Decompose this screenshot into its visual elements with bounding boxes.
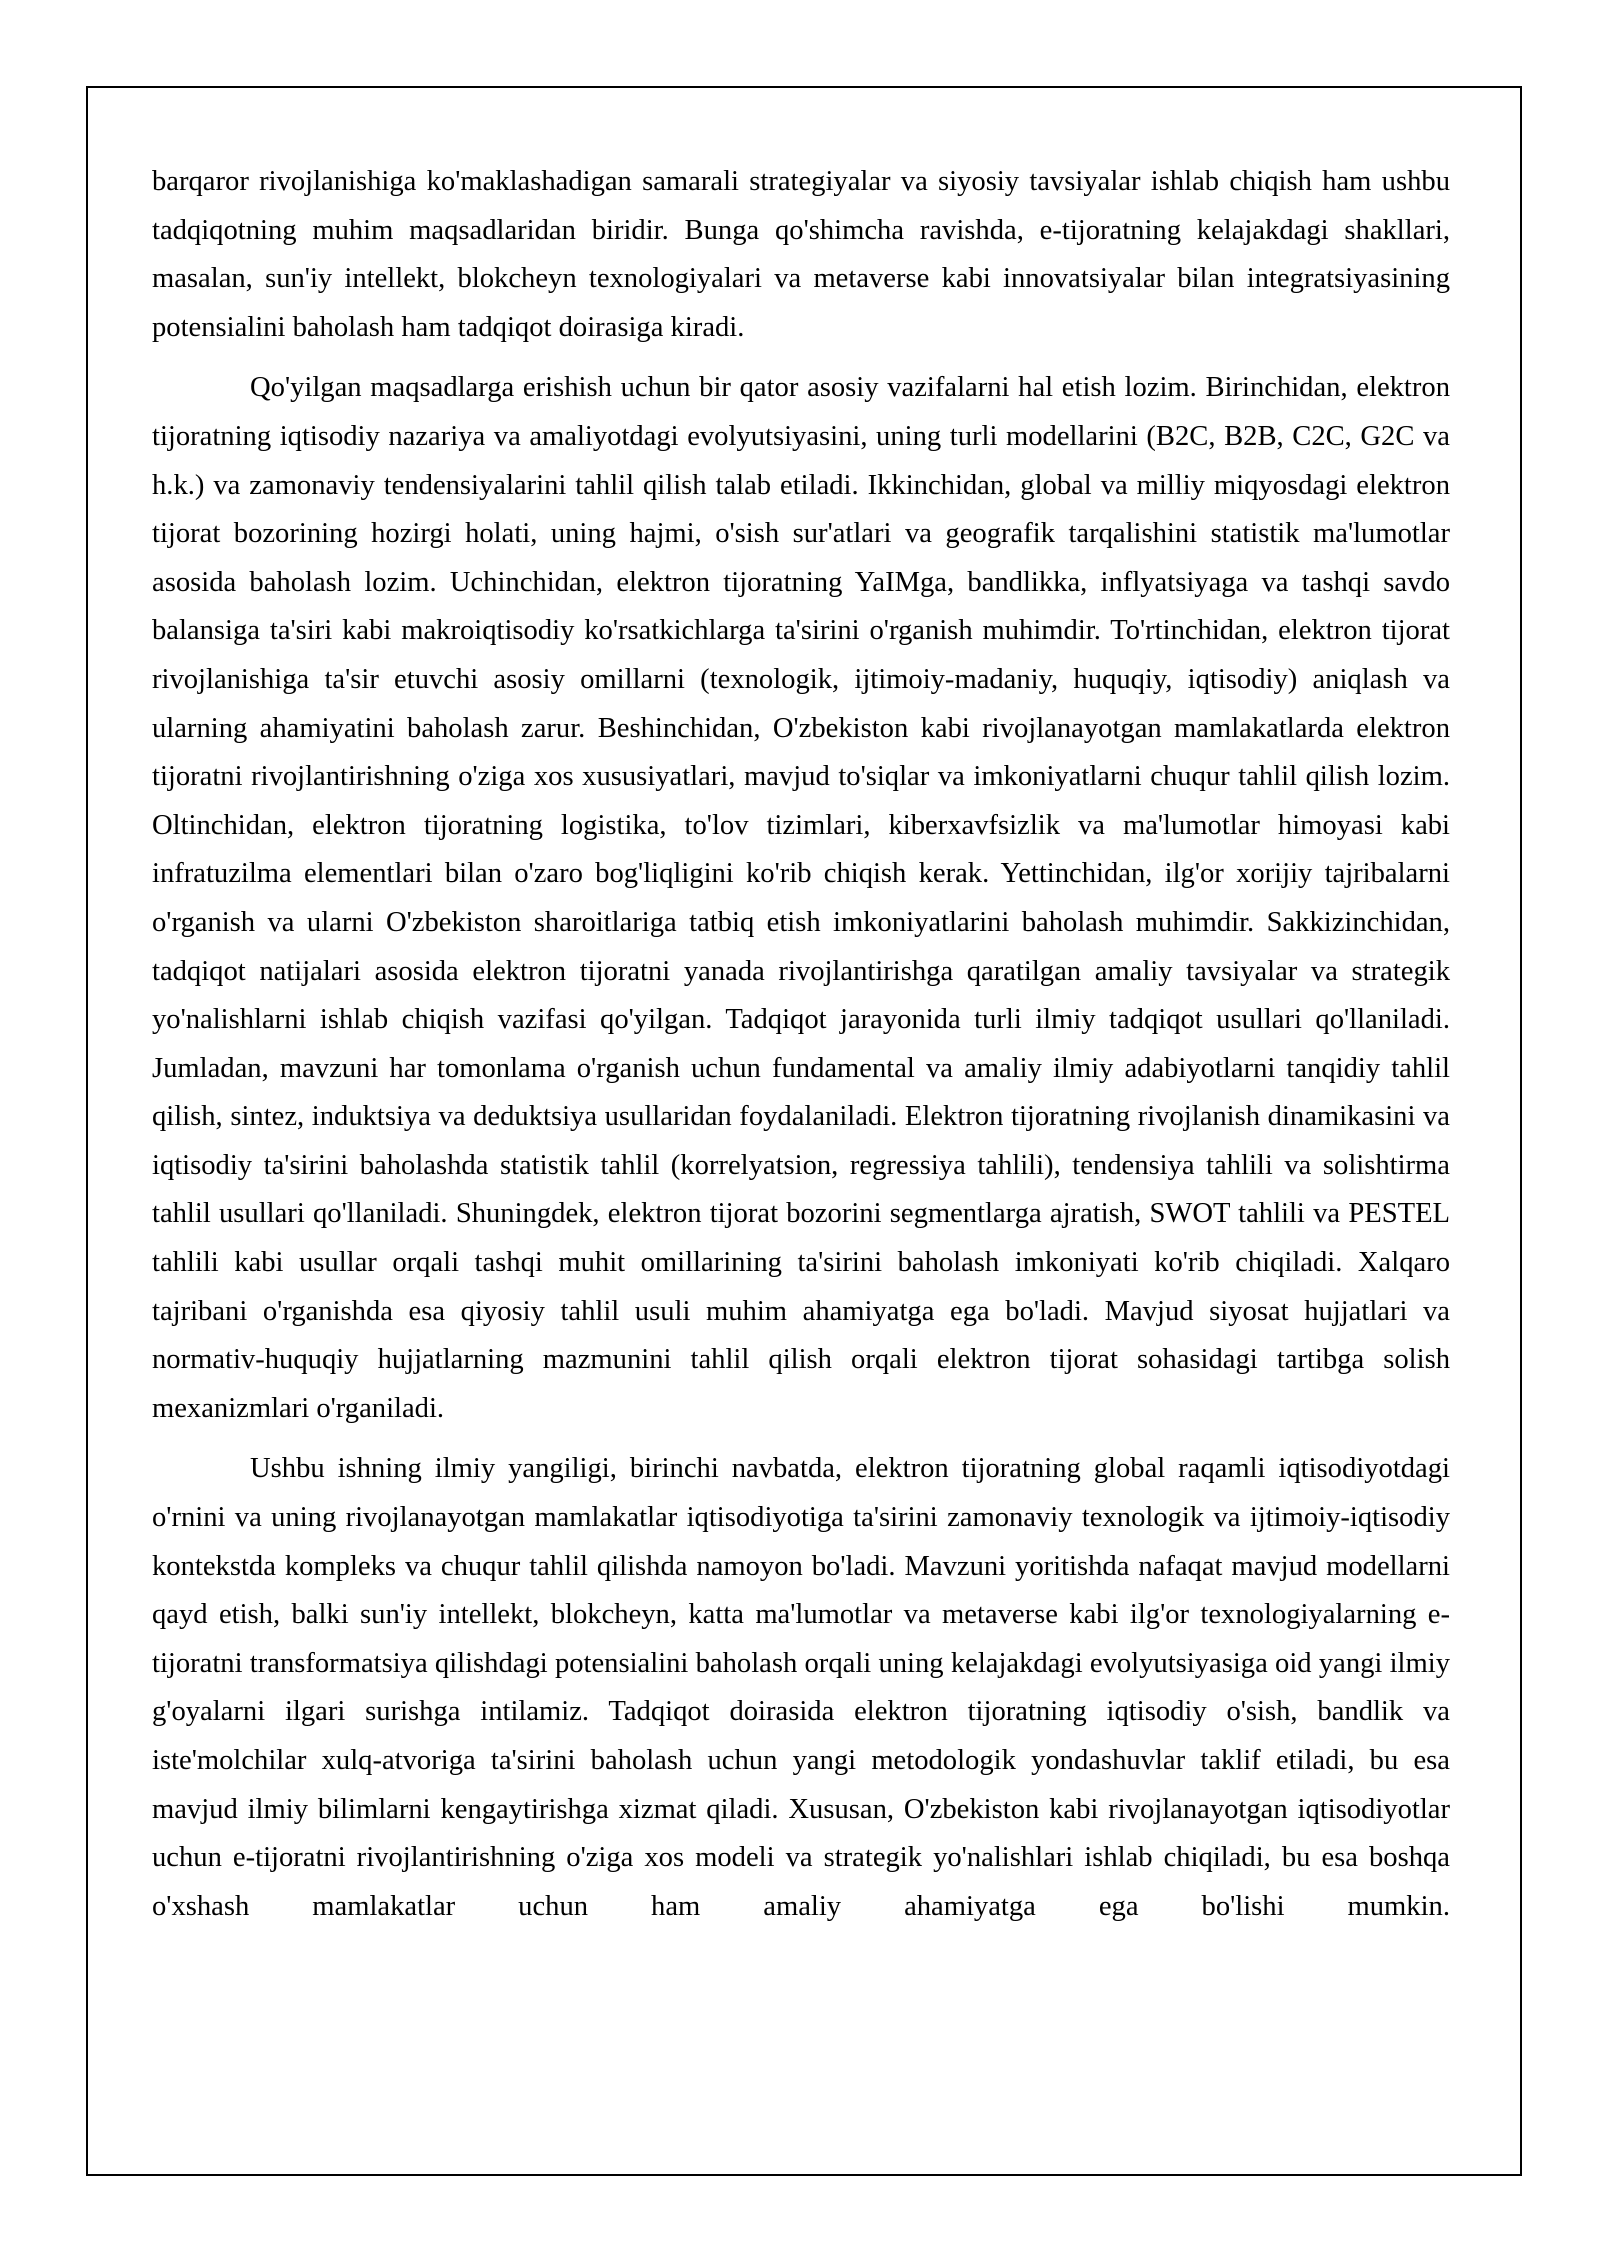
paragraph-tasks-and-methods: Qo'yilgan maqsadlarga erishish uchun bir qator asosiy vazifalarni hal etish lozim. Birinchidan, elektron tijoratning iqtisodiy nazariya va amaliyotdagi evolyutsiyasini, uning turli modellarini (B2C, B2B, C2C, G2C va h.k.) va zamonaviy tendensiyalarini tahlil qilish talab etiladi. Ikkinchidan, global va milliy miqyosdagi elektron tijorat bozorining hozirgi holati, uning hajmi, o'sish sur'atlari va geografik tarqalishini statistik ma'lumotlar asosida baholash lozim. Uchinchidan, elektron tijoratning YaIMga, bandlikka, inflyatsiyaga va tashqi savdo balansiga ta'siri kabi makroiqtisodiy ko'rsatkichlarga ta'sirini o'rganish muhimdir. To'rtinchidan, elektron tijorat rivojlanishiga ta'sir etuvchi asosiy omillarni (texnologik, ijtimoiy-madaniy, huquqiy, iqtisodiy) aniqlash va ularning ahamiyatini baholash zarur. Beshinchidan, O'zbekiston kabi rivojlanayotgan mamlakatlarda elektron tijoratni rivojlantirishning o'ziga xos xususiyatlari, mavjud to'siqlar va imkoniyatlarni chuqur tahlil qilish lozim. Oltinchidan, elektron tijoratning logistika, to'lov tizimlari, kiberxavfsizlik va ma'lumotlar himoyasi kabi infratuzilma elementlari bilan o'zaro bog'liqligini ko'rib chiqish kerak. Yettinchidan, ilg'or xorijiy tajribalarni o'rganish va ularni O'zbekiston sharoitlariga tatbiq etish imkoniyatlarini baholash muhimdir. Sakkizinchidan, tadqiqot natijalari asosida elektron tijoratni yanada rivojlantirishga qaratilgan amaliy tavsiyalar va strategik yo'nalishlarni ishlab chiqish vazifasi qo'yilgan. Tadqiqot jarayonida turli ilmiy tadqiqot usullari qo'llaniladi. Jumladan, mavzuni har tomonlama o'rganish uchun fundamental va amaliy ilmiy adabiyotlarni tanqidiy tahlil qilish, sintez, induktsiya va deduktsiya usullaridan foydalaniladi. Elektron tijoratning rivojlanish dinamikasini va iqtisodiy ta'sirini baholashda statistik tahlil (korrelyatsion, regressiya tahlili), tendensiya tahlili va solishtirma tahlil usullari qo'llaniladi. Shuningdek, elektron tijorat bozorini segmentlarga ajratish, SWOT tahlili va PESTEL tahlili kabi usullar orqali tashqi muhit omillarining ta'sirini baholash imkoniyati ko'rib chiqiladi. Xalqaro tajribani o'rganishda esa qiyosiy tahlil usuli muhim ahamiyatga ega bo'ladi. Mavjud siyosat hujjatlari va normativ-huquqiy hujjatlarning mazmunini tahlil qilish orqali elektron tijorat sohasidagi tartibga solish mexanizmlari o'rganiladi. [152, 372, 1450, 1424]
paragraph-scientific-novelty: Ushbu ishning ilmiy yangiligi, birinchi navbatda, elektron tijoratning global raqamli iqtisodiyotdagi o'rnini va uning rivojlanayotgan mamlakatlar iqtisodiyotiga ta'sirini zamonaviy texnologik va ijtimoiy-iqtisodiy kontekstda kompleks va chuqur tahlil qilishda namoyon bo'ladi. Mavzuni yoritishda nafaqat mavjud modellarni qayd etish, balki sun'iy intellekt, blokcheyn, katta ma'lumotlar va metaverse kabi ilg'or texnologiyalarning e-tijoratni transformatsiya qilishdagi potensialini baholash orqali uning kelajakdagi evolyutsiyasiga oid yangi ilmiy g'oyalarni ilgari surishga intilamiz. Tadqiqot doirasida elektron tijoratning iqtisodiy o'sish, bandlik va iste'molchilar xulq-atvoriga ta'sirini baholash uchun yangi metodologik yondashuvlar taklif etiladi, bu esa mavjud ilmiy bilimlarni kengaytirishga xizmat qiladi. Xususan, O'zbekiston kabi rivojlanayotgan iqtisodiyotlar uchun e-tijoratni rivojlantirishning o'ziga xos modeli va strategik yo'nalishlari ishlab chiqiladi, bu esa boshqa o'xshash mamlakatlar uchun ham amaliy ahamiyatga ega bo'lishi mumkin. [152, 1453, 1450, 1922]
document-body [152, 158, 1450, 1943]
paragraph-continuation: barqaror rivojlanishiga ko'maklashadigan samarali strategiyalar va siyosiy tavsiyalar ishlab chiqish ham ushbu tadqiqotning muhim maqsadlaridan biridir. Bunga qo'shimcha ravishda, e-tijoratning kelajakdagi shakllari, masalan, sun'iy intellekt, blokcheyn texnologiyalari va metaverse kabi innovatsiyalar bilan integratsiyasining potensialini baholash ham tadqiqot doirasiga kiradi. [152, 166, 1450, 343]
